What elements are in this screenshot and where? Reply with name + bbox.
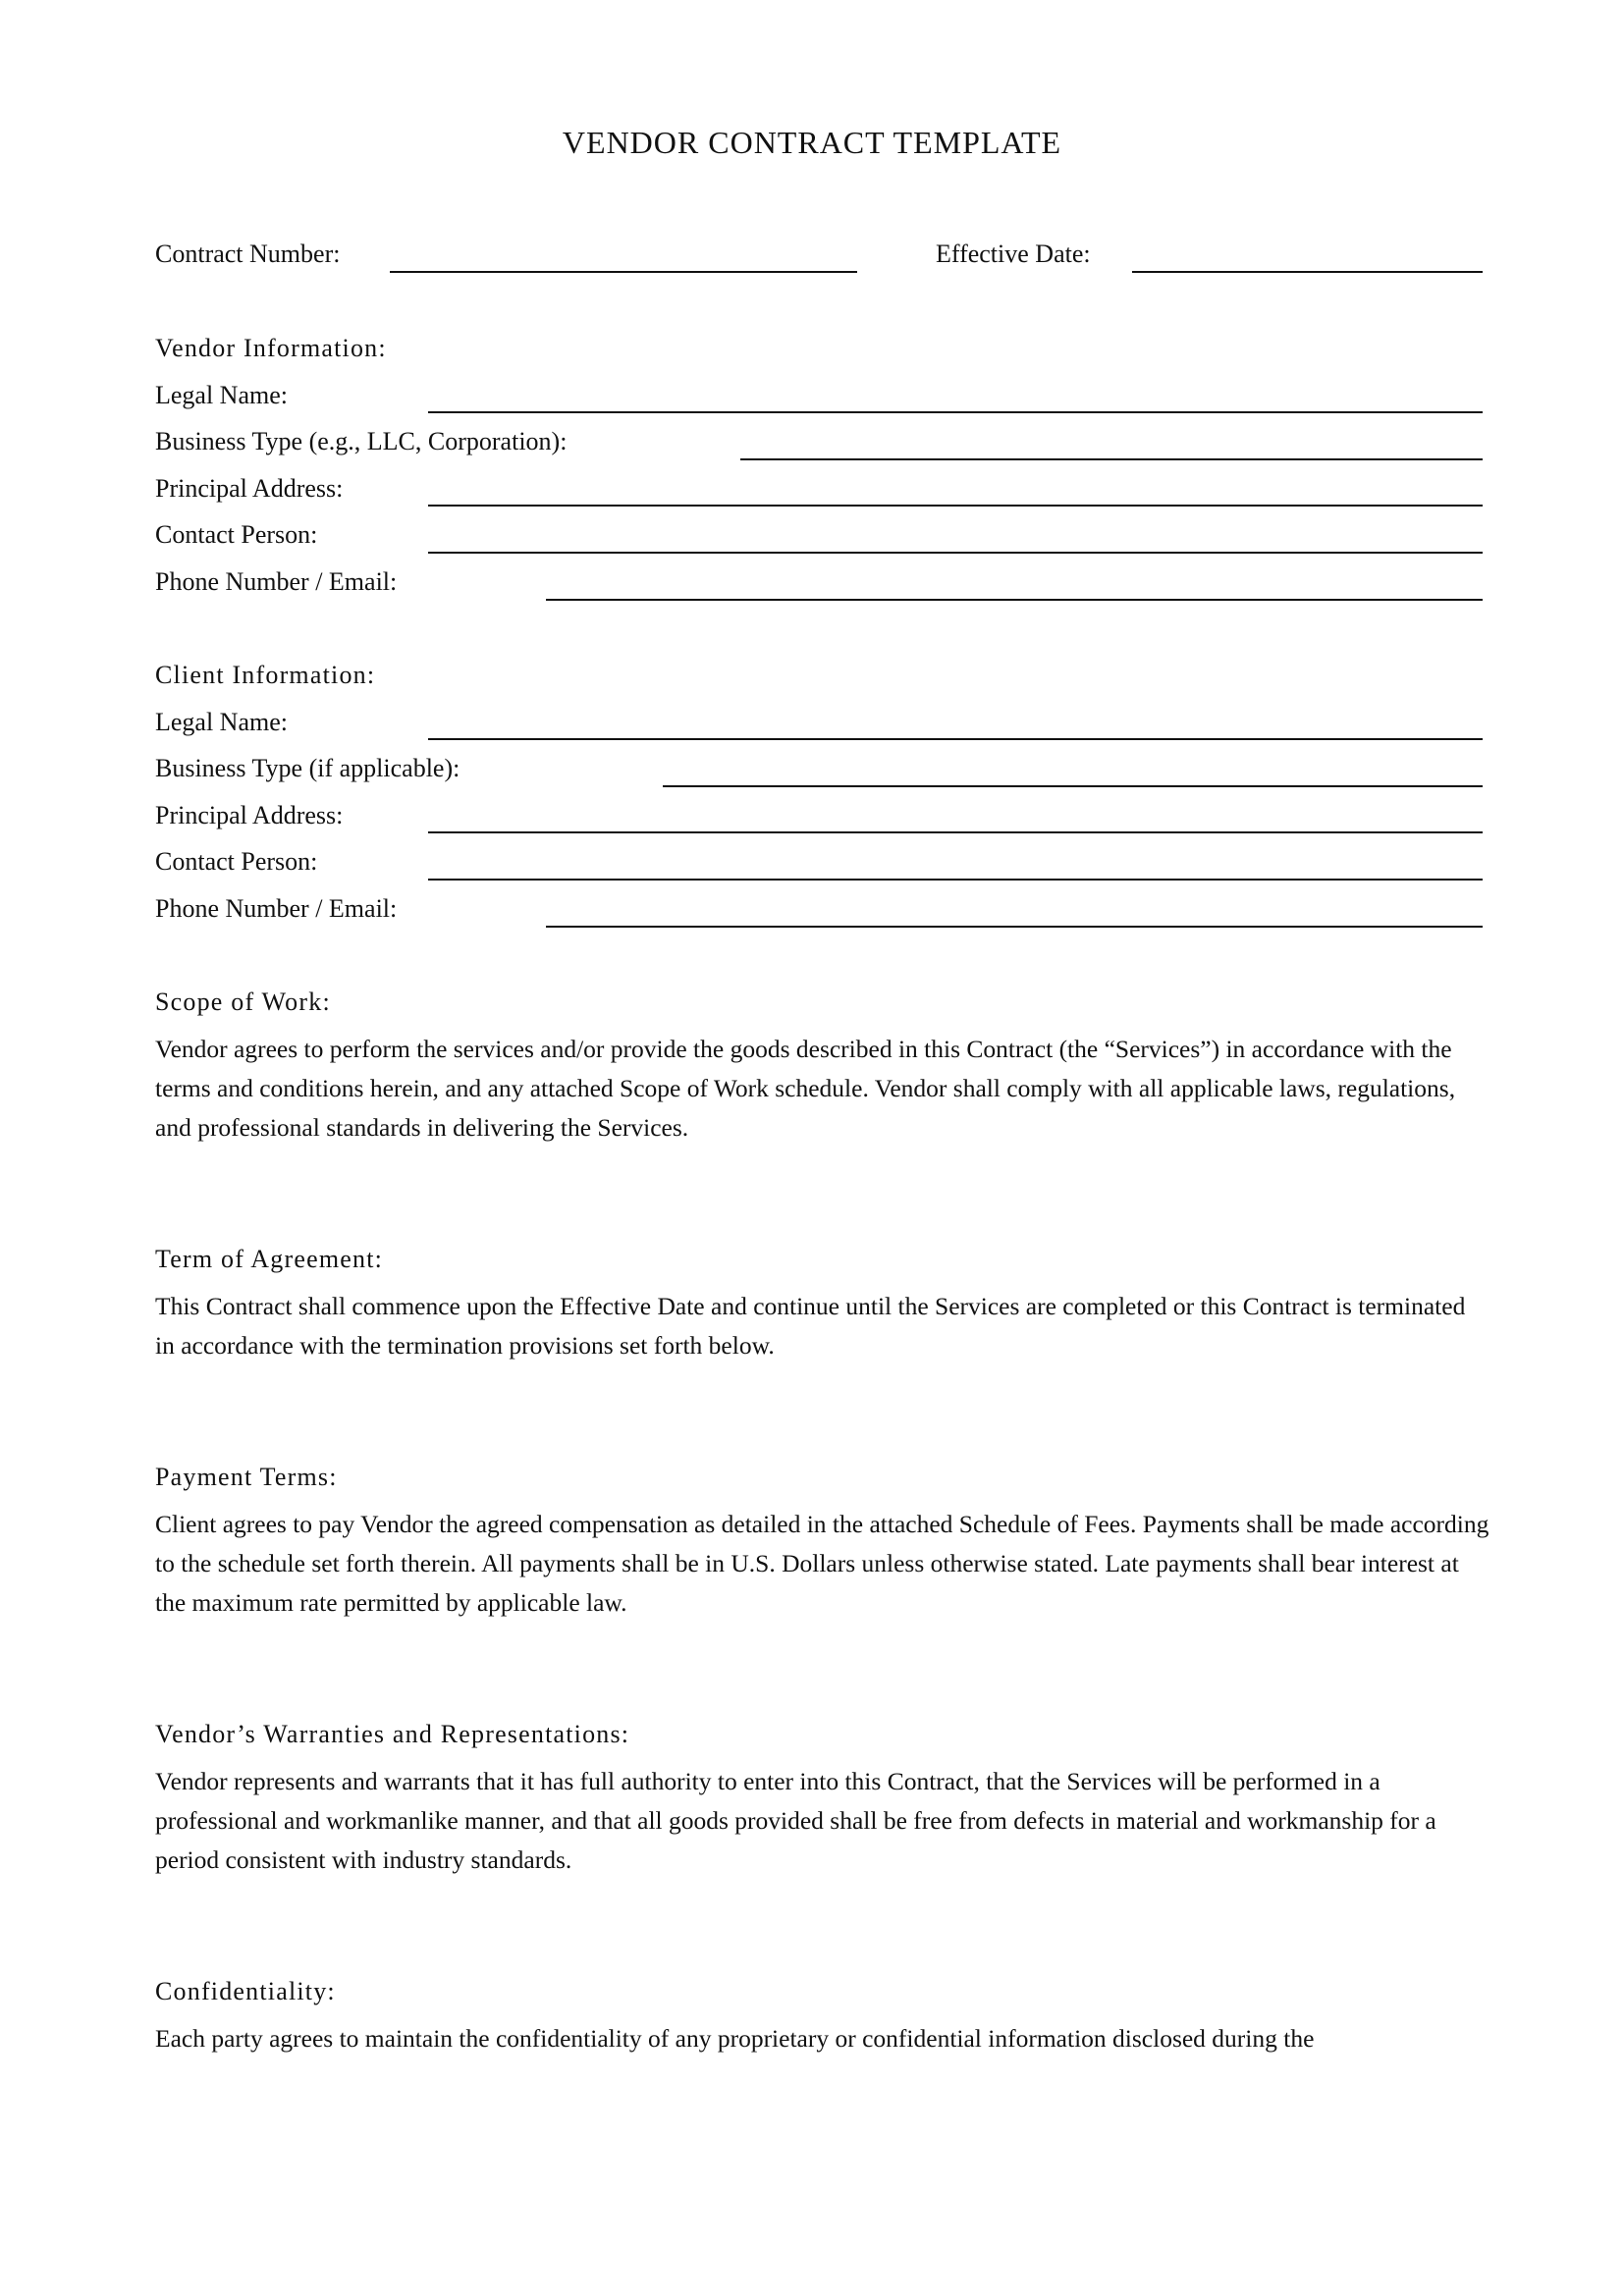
term-body: This Contract shall commence upon the Effective Date and continue until the Services are completed or this Contract is terminated in accordance with the termination provisions set forth below. [155,1292,1466,1360]
effective-date-field[interactable] [1132,271,1483,273]
vendor-info-heading: Vendor Information: [155,334,387,362]
client-contact-person-field[interactable] [428,879,1483,881]
client-phone-email-label: Phone Number / Email: [155,894,398,923]
contract-number-label: Contract Number: [155,240,341,268]
vendor-contact-person-field[interactable] [428,552,1483,554]
vendor-phone-email-field[interactable] [546,599,1483,601]
payment-body: Client agrees to pay Vendor the agreed compensation as detailed in the attached Schedule of Fees. Payments shall be made according to the schedule set forth therein. All payments shall be in U.S. Dollars unless otherwise stated. Late payments shall bear interest at the maximum rate permitted by applicable law. [155,1510,1489,1617]
document-title: VENDOR CONTRACT TEMPLATE [562,125,1062,160]
vendor-business-type-label: Business Type (e.g., LLC, Corporation): [155,427,568,455]
vendor-phone-email-label: Phone Number / Email: [155,567,398,596]
effective-date-label: Effective Date: [936,240,1091,268]
client-legal-name-label: Legal Name: [155,708,288,736]
vendor-business-type-field[interactable] [740,458,1483,460]
vendor-legal-name-label: Legal Name: [155,381,288,409]
client-principal-address-field[interactable] [428,831,1483,833]
payment-heading: Payment Terms: [155,1463,338,1491]
scope-heading: Scope of Work: [155,988,331,1016]
warranties-heading: Vendor’s Warranties and Representations: [155,1720,630,1748]
client-phone-email-field[interactable] [546,926,1483,928]
vendor-legal-name-field[interactable] [428,411,1483,413]
scope-body: Vendor agrees to perform the services and/or provide the goods described in this Contract (the “Services”) in accordance with the terms and conditions herein, and any attached Scope of Work schedule. Vendor shall comply with all applicable laws, regulations, and professional standards in delivering the Services. [155,1035,1456,1142]
contract-number-field[interactable] [390,271,857,273]
client-business-type-field[interactable] [663,785,1483,787]
vendor-principal-address-label: Principal Address: [155,474,344,503]
vendor-contact-person-label: Contact Person: [155,520,318,549]
client-legal-name-field[interactable] [428,738,1483,740]
vendor-principal-address-field[interactable] [428,505,1483,507]
warranties-body: Vendor represents and warrants that it has full authority to enter into this Contract, that the Services will be performed in a professional and workmanlike manner, and that all goods provided shall be free from defects in material and workmanship for a period consistent with industry standards. [155,1767,1436,1874]
term-heading: Term of Agreement: [155,1245,384,1273]
confidentiality-heading: Confidentiality: [155,1977,336,2005]
client-business-type-label: Business Type (if applicable): [155,754,460,782]
client-contact-person-label: Contact Person: [155,847,318,876]
confidentiality-body: Each party agrees to maintain the confidentiality of any proprietary or confidential information disclosed during the [155,2024,1315,2053]
client-info-heading: Client Information: [155,661,376,689]
client-principal-address-label: Principal Address: [155,801,344,829]
